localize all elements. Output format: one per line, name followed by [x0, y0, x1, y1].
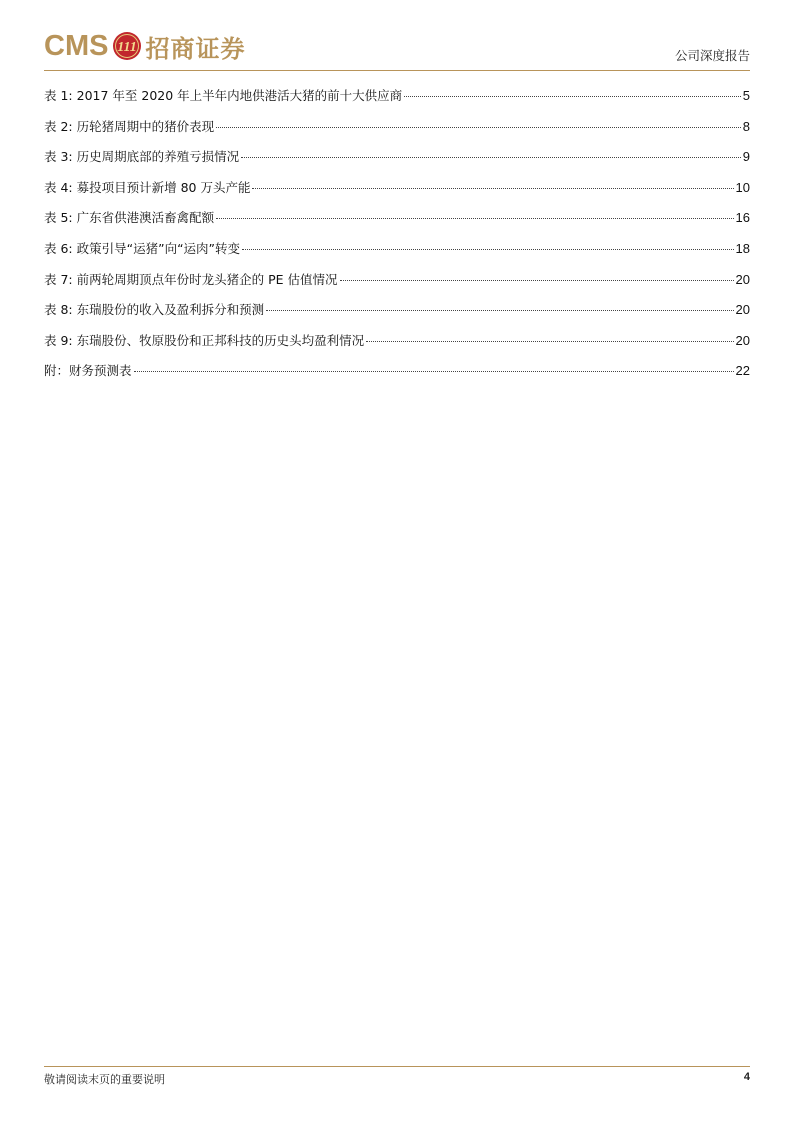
toc-dot-leader: [266, 310, 733, 311]
toc-entry-title: 表 2: 历轮猪周期中的猪价表现: [44, 118, 215, 134]
logo-emblem-icon: [112, 31, 142, 61]
toc-entry[interactable]: [44, 239, 750, 270]
toc-entry-page: 22: [735, 363, 750, 379]
toc-entry-title: 表 9: 东瑞股份、牧原股份和正邦科技的历史头均盈利情况: [44, 332, 365, 348]
toc-dot-leader: [216, 127, 741, 128]
toc-dot-leader: [242, 249, 734, 250]
toc-entry-page: 8: [742, 118, 750, 134]
logo-cms-text: CMS: [44, 29, 109, 62]
toc-dot-leader: [216, 218, 733, 219]
toc-entry-page: 20: [735, 271, 750, 287]
toc-entry-page: 20: [735, 332, 750, 348]
report-type-label: 公司深度报告: [674, 48, 750, 63]
footer-disclaimer-note: 敬请阅读末页的重要说明: [44, 1073, 165, 1086]
company-logo: [44, 28, 245, 64]
toc-entry[interactable]: [44, 178, 750, 209]
toc-dot-leader: [241, 157, 741, 158]
toc-entry-title: 表 6: 政策引导“运猪”向“运肉”转变: [44, 240, 241, 256]
toc-entry[interactable]: [44, 270, 750, 301]
toc-entry-title: 表 1: 2017 年至 2020 年上半年内地供港活大猪的前十大供应商: [44, 88, 403, 103]
footer-divider: [44, 1066, 750, 1067]
toc-entry[interactable]: [44, 208, 750, 239]
toc-entry[interactable]: [44, 300, 750, 331]
footer-page-number: 4: [743, 1071, 750, 1083]
toc-entry-page: 5: [742, 88, 750, 103]
toc-entry-page: 20: [735, 302, 750, 318]
toc-dot-leader: [340, 280, 734, 281]
toc-entry-title: 表 4: 募投项目预计新增 80 万头产能: [44, 179, 251, 195]
toc-entry-title: 附：财务预测表: [44, 363, 132, 379]
header-divider: [44, 70, 750, 71]
toc-entry-page: 16: [735, 210, 750, 226]
toc-entry-title: 表 3: 历史周期底部的养殖亏损情况: [44, 149, 240, 165]
toc-entry[interactable]: [44, 331, 750, 362]
toc-entry[interactable]: [44, 361, 750, 392]
toc-dot-leader: [252, 188, 733, 189]
table-of-tables: [44, 86, 750, 392]
toc-dot-leader: [404, 96, 741, 97]
toc-entry[interactable]: [44, 86, 750, 117]
toc-entry-title: 表 5: 广东省供港澳活畜禽配额: [44, 210, 215, 226]
toc-entry-title: 表 8: 东瑞股份的收入及盈利拆分和预测: [44, 302, 265, 318]
toc-entry-page: 18: [735, 240, 750, 256]
logo-cn-text: 招商证券: [145, 34, 246, 63]
page-header: [44, 28, 750, 72]
toc-entry-page: 9: [742, 149, 750, 165]
svg-text:111: 111: [117, 40, 138, 55]
toc-dot-leader: [134, 371, 734, 372]
toc-entry[interactable]: [44, 117, 750, 148]
toc-entry-page: 10: [735, 179, 750, 195]
toc-entry-title: 表 7: 前两轮周期顶点年份时龙头猪企的 PE 估值情况: [44, 271, 338, 287]
toc-entry[interactable]: [44, 147, 750, 178]
toc-dot-leader: [366, 341, 733, 342]
